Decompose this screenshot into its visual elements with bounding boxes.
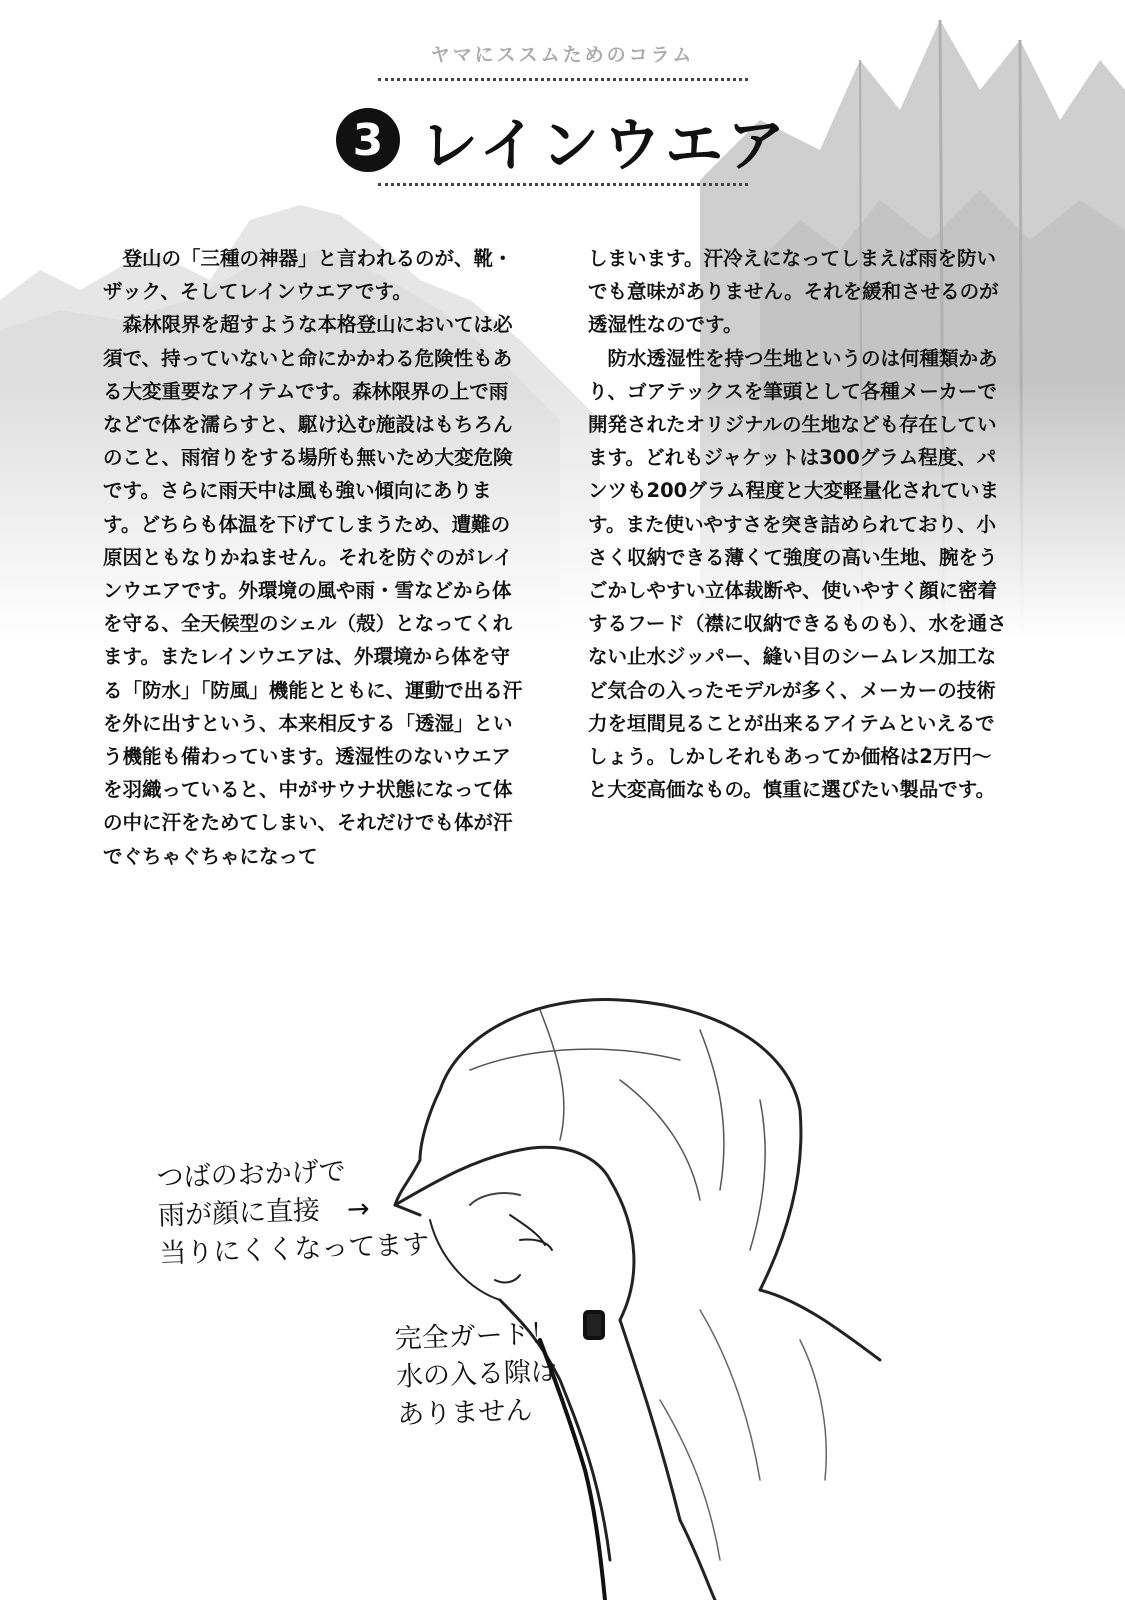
paragraph-continued: しまいます。汗冷えになってしまえば雨を防いでも意味がありません。それを緩和させるのが透湿性なのです。 [588,247,999,337]
dotted-rule-top [378,78,748,81]
visor-annotation [156,1150,430,1273]
body-column-left [103,242,525,873]
dotted-rule-bottom [378,183,748,186]
annotation-line: 雨が顔に直接 → [157,1193,371,1232]
collar-annotation [394,1315,560,1435]
paragraph: 登山の「三種の神器」と言われるのが、靴・ザック、そしてレインウエアです。 [103,247,513,304]
hood-outline [395,1000,801,1290]
annotation-line: 完全ガード！ [394,1318,558,1355]
annotation-line: 水の入る隙は [395,1356,559,1393]
title-row [0,98,1125,182]
annotation-line: つばのおかげで [156,1156,347,1194]
column-title: レインウエア [419,111,790,179]
hood-folds [470,1010,765,1250]
rain-jacket-illustration [0,960,1125,1600]
face [430,1193,552,1300]
jacket-folds [660,1310,826,1560]
series-label: ヤマにススムためのコラム [430,44,695,66]
annotation-line: ありません [396,1395,533,1431]
column-number-badge: 3 [336,108,400,172]
body-column-right [588,242,1010,806]
paragraph: 防水透湿性を持つ生地というのは何種類かあり、ゴアテックスを筆頭として各種メーカーで開発されたオリジナルの生地なども存在しています。どれもジャケットは300グラム程度、パンツも200グラム程度と大変軽量化されています。また使いやすさを突き詰められており、小さく収納できる薄くて強度の高い生地、腕をうごかしやすい立体裁断や、使いやすく顔に密着するフード（襟に収納できるものも）、水を通さない止水ジッパー、縫い目のシームレス加工など気合の入ったモデルが多く、メーカーの技術力を垣間見ることが出来るアイテムといえるでしょう。しかしそれもあってか価格は2万円～と大変高価なもの。慎重に選びたい製品です。 [588,346,1007,802]
annotation-line: 当りにくくなってます [158,1229,430,1270]
paragraph: 森林限界を超すような本格登山においては必須で、持っていないと命にかかわる危険性もある大変重要なアイテムです。森林限界の上で雨などで体を濡らすと、駆け込む施設はもちろんのこと、雨宿りをする場所も無いため大変危険です。さらに雨天中は風も強い傾向にあります。どちらも体温を下げてしまうため、遭難の原因ともなりかねません。それを防ぐのがレインウエアです。外環境の風や雨・雪などから体を守る、全天候型のシェル（殻）となってくれます。またレインウエアは、外環境から体を守る「防水」「防風」機能とともに、運動で出る汗を外に出すという、本来相反する「透湿」という機能も備わっています。透湿性のないウエアを羽織っていると、中がサウナ状態になって体の中に汗をためてしまい、それだけでも体が汗でぐちゃぐちゃになって [103,313,523,868]
